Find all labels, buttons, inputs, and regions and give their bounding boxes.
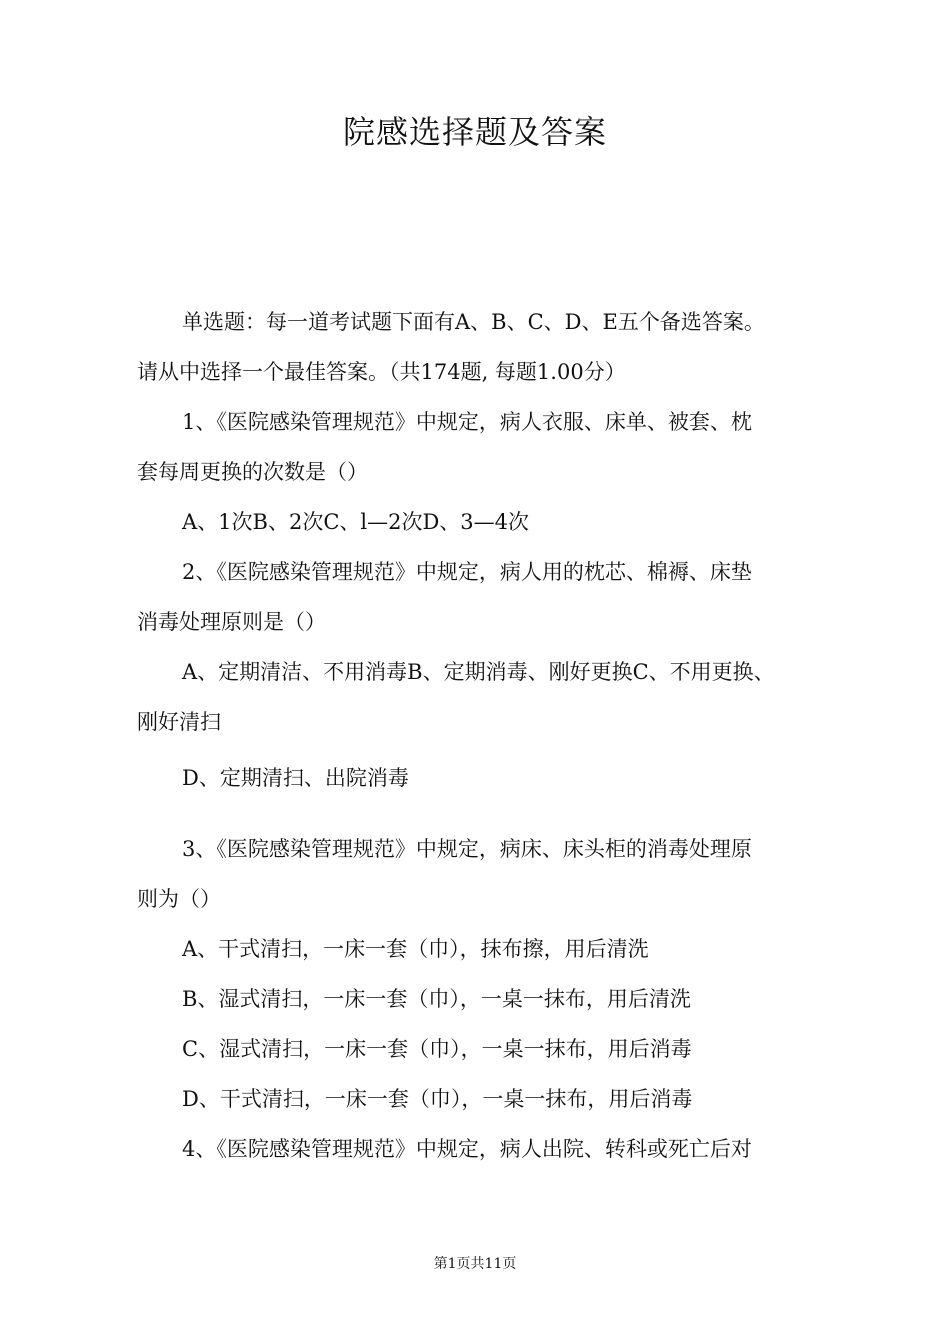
instruction-line-2: 请从中选择一个最佳答案。（共174题, 每题1.00分） [137,360,626,384]
question-4-line-1: 4、《医院感染管理规范》中规定，病人出院、转科或死亡后对 [182,1137,752,1161]
question-1-options: A、1次B、2次C、l—2次D、3—4次 [182,510,530,534]
question-2-option-d: D、定期清扫、出院消毒 [182,766,409,790]
question-2-line-2: 消毒处理原则是（） [137,610,326,634]
page-footer: 第1页共11页 [433,1256,517,1272]
question-2-options-line-1: A、定期清洁、不用消毒B、定期消毒、刚好更换C、不用更换、 [182,660,775,684]
question-3-line-2: 则为（） [137,887,221,911]
question-2-line-1: 2、《医院感染管理规范》中规定，病人用的枕芯、棉褥、床垫 [182,560,752,584]
question-2-options-line-2: 刚好清扫 [137,710,221,734]
question-3-option-d: D、干式清扫，一床一套（巾），一桌一抹布，用后消毒 [182,1087,693,1111]
question-1-line-2: 套每周更换的次数是（） [137,460,368,484]
question-1-line-1: 1、《医院感染管理规范》中规定，病人衣服、床单、被套、枕 [182,410,752,434]
instruction-line-1: 单选题：每一道考试题下面有A、B、C、D、E五个备选答案。 [182,310,765,334]
question-3-option-c: C、湿式清扫，一床一套（巾），一桌一抹布，用后消毒 [182,1037,692,1061]
question-3-option-b: B、湿式清扫，一床一套（巾），一桌一抹布，用后清洗 [182,987,691,1011]
document-title: 院感选择题及答案 [342,113,607,151]
question-3-line-1: 3、《医院感染管理规范》中规定，病床、床头柜的消毒处理原 [182,837,752,861]
question-3-option-a: A、干式清扫，一床一套（巾），抹布擦，用后清洗 [182,937,649,961]
